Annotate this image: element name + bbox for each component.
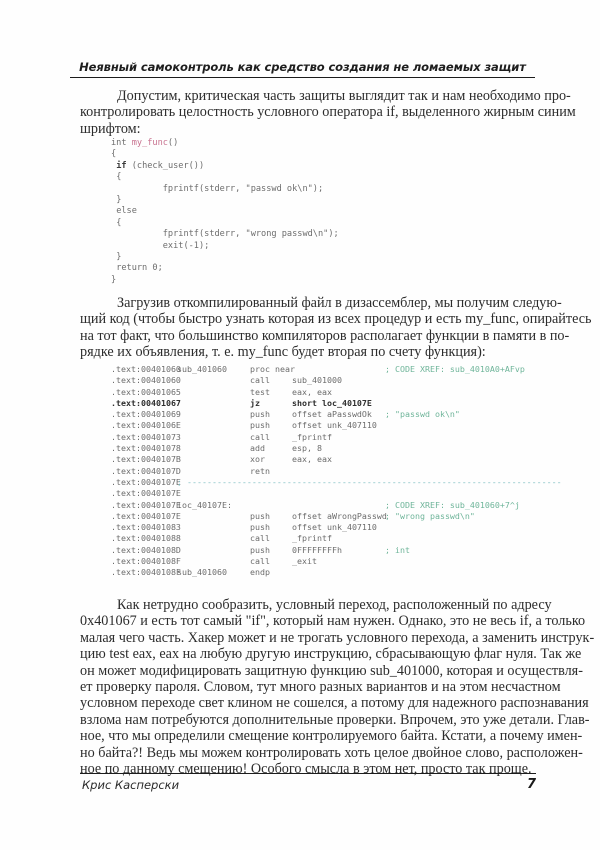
asm-address: .text:00401078 — [111, 443, 181, 454]
code-fprintf-ok: fprintf(stderr, "passwd ok\n"); — [162, 183, 324, 194]
text-line: шрифтом: — [80, 120, 141, 137]
asm-address: .text:00401065 — [111, 386, 181, 397]
text-line: 0x401067 и есть тот самый "if", который нам нужен. Однако, это не весь if, а только — [80, 613, 586, 630]
code-return: return 0; — [116, 263, 163, 274]
text-line: цию test eax, eax на любую другую инструкцию, сбрасывающую флаг нуля. Так же — [80, 646, 582, 663]
text-line: ет проверку пароля. Словом, тут много разных вариантов и на этом несчастном — [80, 679, 561, 696]
header-rule — [70, 77, 535, 78]
asm-address: .text:0040107E — [111, 488, 181, 499]
asm-operand: 0FFFFFFFFh — [292, 544, 342, 555]
asm-mnemonic: push — [250, 409, 270, 420]
code-else-keyword: else — [116, 206, 137, 217]
asm-address: .text:0040107E — [111, 510, 181, 521]
asm-address: .text:0040107D — [111, 465, 181, 476]
asm-operand: eax, eax — [292, 454, 332, 465]
c-code-listing — [111, 138, 339, 286]
asm-mnemonic: push — [250, 522, 270, 533]
text-line: Допустим, критическая часть защиты выглядит так и нам необходимо про- — [117, 88, 571, 104]
asm-address: .text:00401073 — [111, 431, 181, 442]
asm-operand: sub_401000 — [292, 375, 342, 386]
text-line: Загрузив откомпилированный файл в дизассемблер, мы получим следую- — [117, 295, 562, 311]
asm-label: loc_40107E: — [177, 499, 232, 510]
asm-comment: ; "wrong passwd\n" — [385, 510, 475, 521]
text-line: но байта?! Ведь мы можем контролировать хоть целое двойное слово, расположен- — [80, 744, 583, 761]
code-brace: { — [111, 149, 117, 160]
asm-address: .text:00401069 — [111, 409, 181, 420]
asm-address: .text:0040107E — [111, 476, 181, 487]
asm-address: .text:0040108F — [111, 567, 181, 578]
asm-mnemonic: retn — [250, 465, 270, 476]
code-brace: } — [116, 252, 122, 263]
code-keyword-int: int — [111, 138, 132, 148]
asm-mnemonic: add — [250, 443, 265, 454]
asm-separator: ; --------------------------------------------------------------------------- — [177, 476, 562, 487]
code-function-name: my_func — [131, 138, 168, 148]
text-line: щий код (чтобы быстро узнать которая из всех процедур и есть my_func, опирайтесь — [80, 311, 592, 328]
footer-author: Крис Касперски — [82, 778, 180, 792]
text-line: взлома нам потребуются дополнительные проверки. Впрочем, это уже детали. Глав- — [80, 711, 590, 728]
asm-comment: ; "passwd ok\n" — [385, 409, 460, 420]
asm-comment: ; CODE XREF: sub_401060+7^j — [385, 499, 520, 510]
code-if-condition: (check_user()) — [126, 160, 205, 171]
asm-label: sub_401060 — [177, 567, 227, 578]
asm-mnemonic: endp — [250, 567, 270, 578]
code-brace: { — [116, 172, 122, 183]
asm-mnemonic: call — [250, 431, 270, 442]
asm-comment: ; CODE XREF: sub_4010A0+AFvp — [385, 364, 525, 374]
code-fprintf-wrong: fprintf(stderr, "wrong passwd\n"); — [162, 229, 339, 240]
text-line: рядке их объявления, т. е. my_func будет вторая по счету функция): — [80, 344, 486, 361]
asm-address: .text:00401060 — [111, 364, 181, 374]
asm-address: .text:0040107B — [111, 454, 181, 465]
asm-operand: offset unk_407110 — [292, 522, 377, 533]
paragraph-disasm-intro — [80, 295, 592, 361]
asm-mnemonic: xor — [250, 454, 265, 465]
text-line: ное, что мы определили смещение контролируемого байта. Кстати, а почему имен- — [80, 728, 583, 745]
asm-operand: offset unk_407110 — [292, 420, 377, 431]
footer-rule — [80, 773, 536, 774]
asm-operand: short loc_40107E — [292, 397, 372, 408]
text-line: условном переходе свет клином не сошелся, а потому для надежного распознавания — [80, 695, 589, 712]
asm-operand: _fprintf — [292, 431, 332, 442]
paragraph-analysis — [80, 597, 595, 778]
code-brace: { — [116, 217, 122, 228]
asm-label: sub_401060 — [177, 364, 227, 374]
text-line: на тот факт, что большинство компиляторов располагает функции в памяти в по- — [80, 327, 570, 344]
asm-address: .text:0040108D — [111, 544, 181, 555]
asm-mnemonic: push — [250, 544, 270, 555]
text-line: он может модифицировать защитную функцию sub_401000, которая и осуществля- — [80, 662, 583, 679]
asm-operand: _fprintf — [292, 533, 332, 544]
asm-address: .text:00401088 — [111, 533, 181, 544]
asm-address: .text:00401060 — [111, 375, 181, 386]
asm-operand: offset aWrongPasswd — [292, 510, 387, 521]
asm-operand: eax, eax — [292, 386, 332, 397]
asm-mnemonic: push — [250, 510, 270, 521]
asm-mnemonic: call — [250, 533, 270, 544]
asm-mnemonic: test — [250, 386, 270, 397]
asm-mnemonic: proc near — [250, 364, 295, 374]
asm-address: .text:0040106E — [111, 420, 181, 431]
asm-address: .text:0040108F — [111, 556, 181, 567]
asm-operand: offset aPasswdOk — [292, 409, 372, 420]
asm-operand: _exit — [292, 556, 317, 567]
asm-mnemonic: push — [250, 420, 270, 431]
code-exit-call: exit(-1); — [162, 240, 210, 251]
asm-mnemonic: call — [250, 556, 270, 567]
asm-mnemonic: jz — [250, 397, 260, 408]
paragraph-intro — [80, 88, 576, 137]
text-line: ное по данному смещению! Особого смысла в этом нет, просто так проще. — [80, 761, 532, 778]
text-line: малая чего часть. Хакер может и не трогать условного перехода, а заменить инструк- — [80, 629, 595, 646]
code-brace: } — [116, 195, 122, 206]
running-header-title: Неявный самоконтроль как средство создания не ломаемых защит — [79, 60, 526, 74]
text-line: Как нетрудно сообразить, условный переход, расположенный по адресу — [117, 597, 552, 613]
code-if-keyword: if — [116, 160, 127, 171]
asm-mnemonic: call — [250, 375, 270, 386]
asm-operand: esp, 8 — [292, 443, 322, 454]
asm-address: .text:00401083 — [111, 522, 181, 533]
text-line: контролировать целостность условного оператора if, выделенного жирным синим — [80, 104, 576, 121]
code-brace: } — [111, 274, 117, 285]
asm-comment: ; int — [385, 544, 410, 555]
code-parens: () — [167, 138, 179, 148]
page-number: 7 — [526, 777, 536, 792]
asm-address: .text:0040107E — [111, 499, 181, 510]
asm-address: .text:00401067 — [111, 397, 181, 408]
